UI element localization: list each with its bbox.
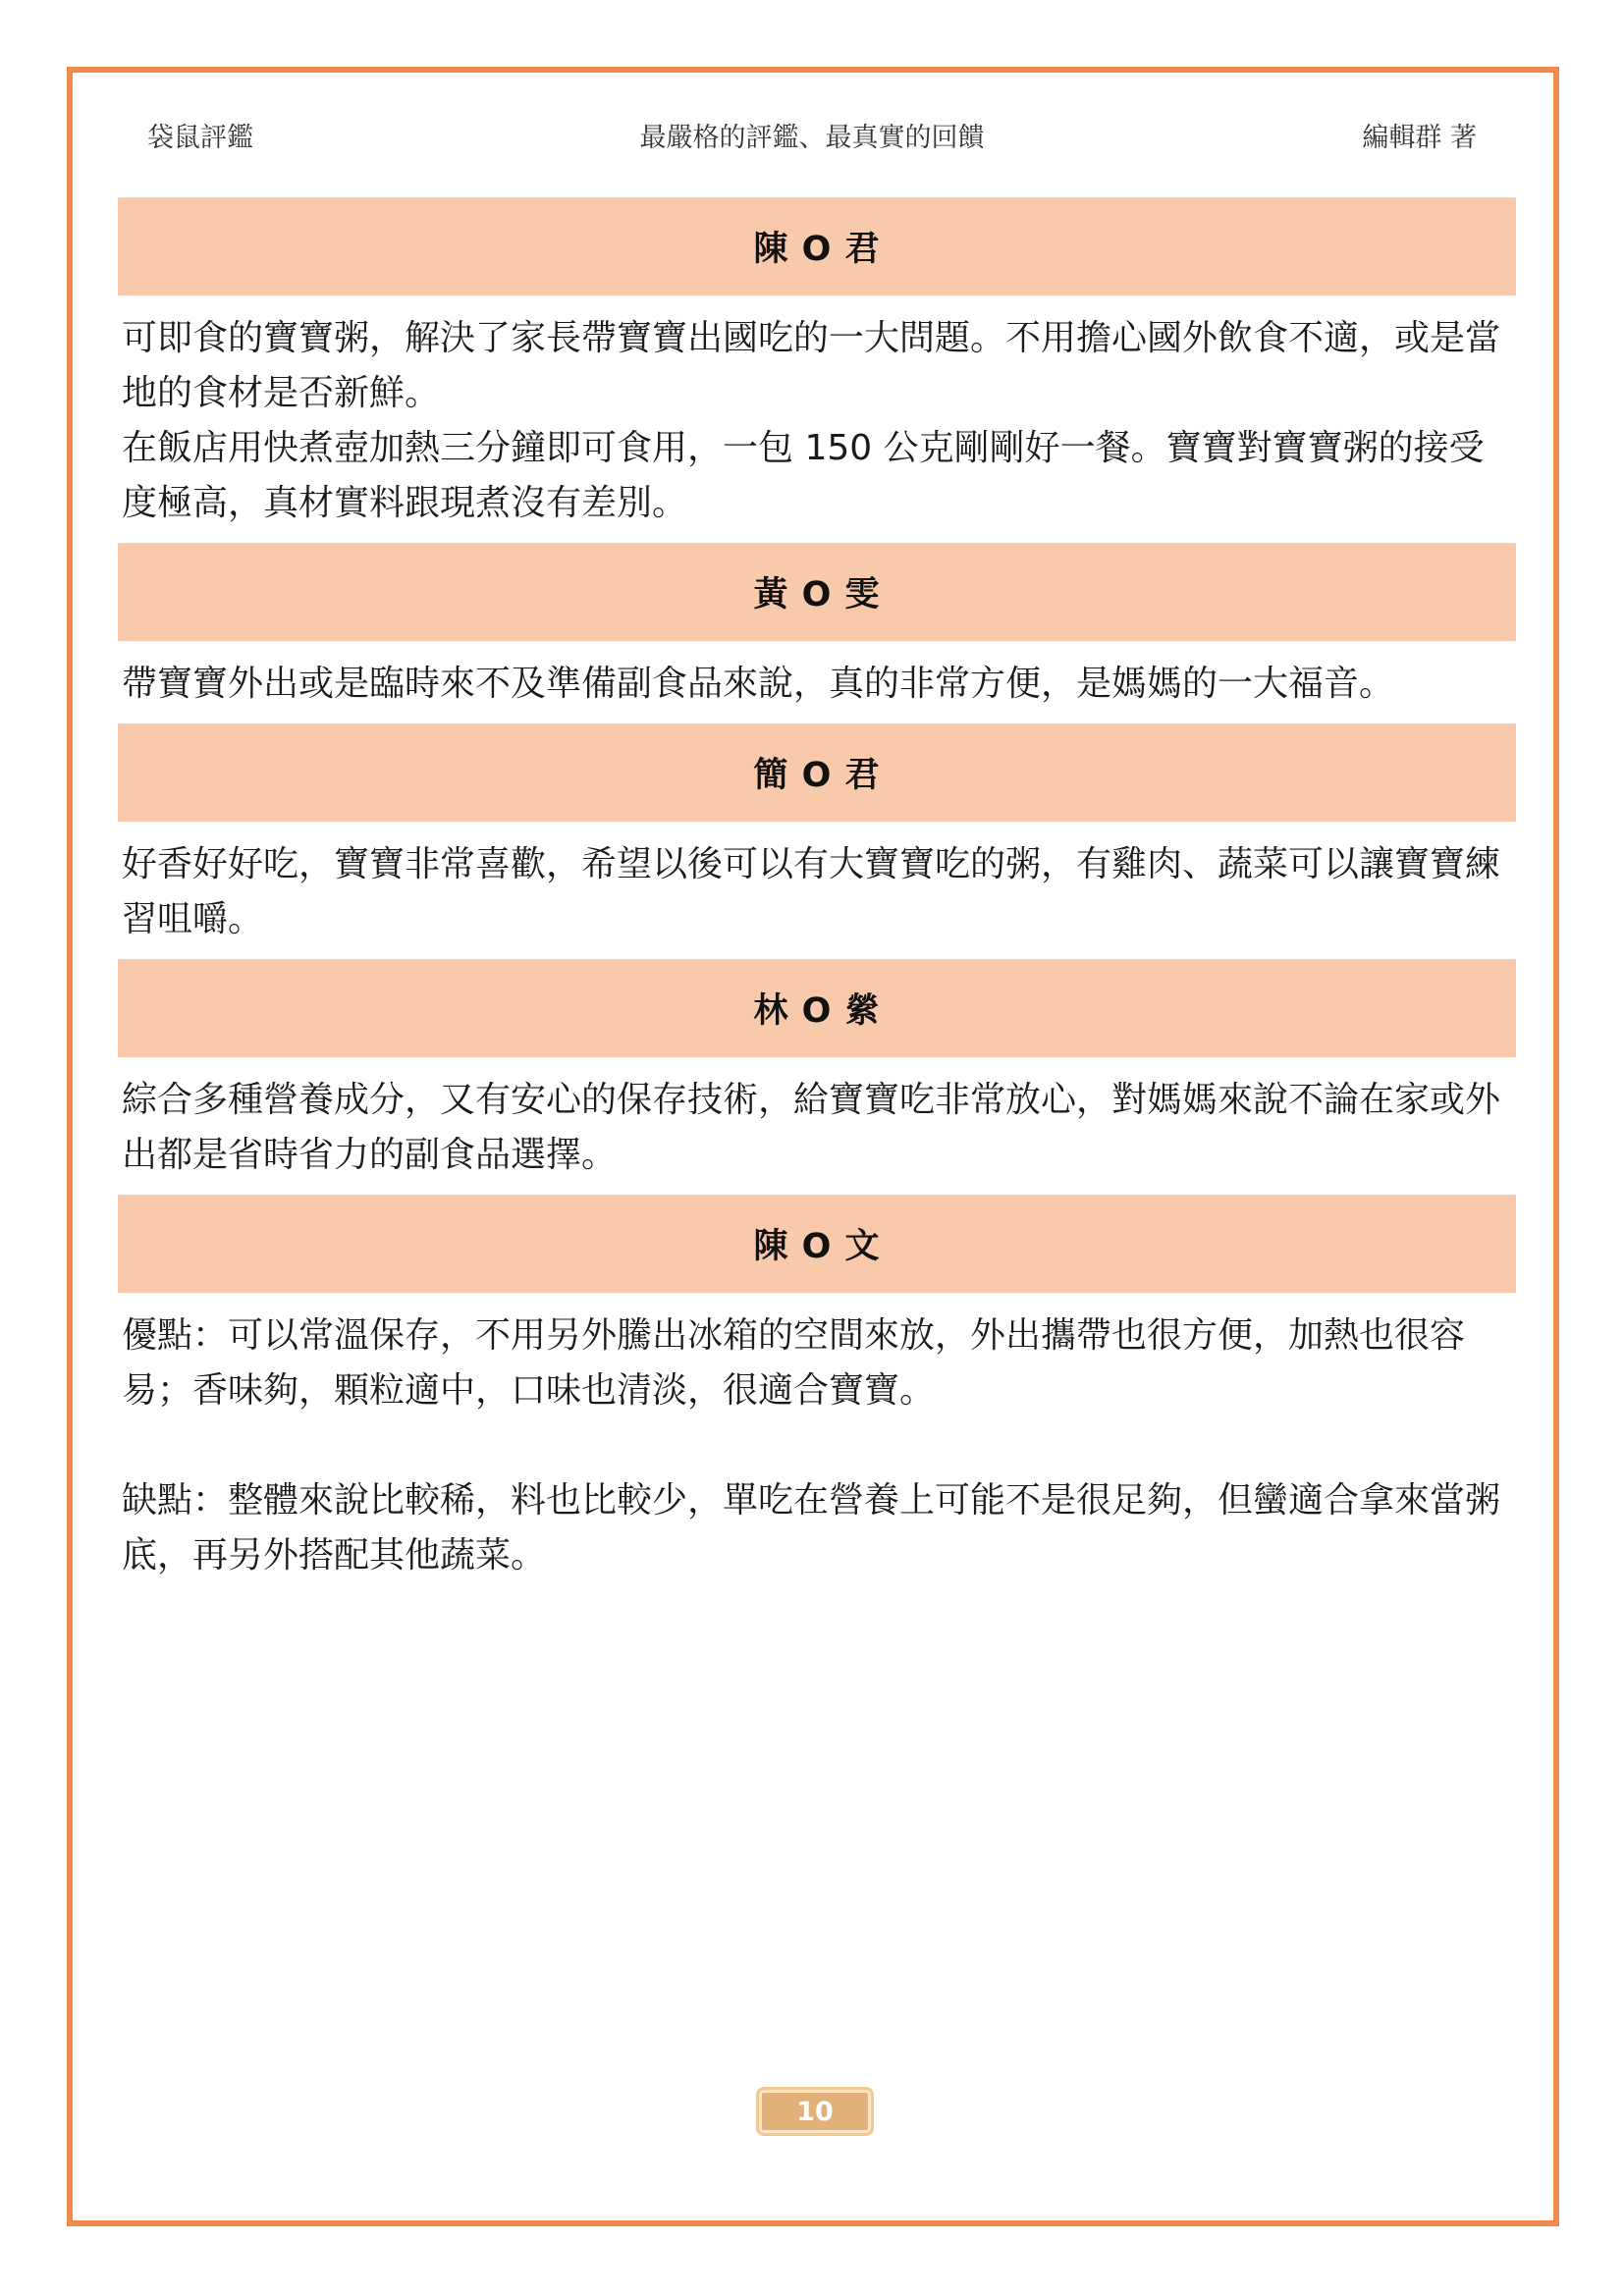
review-cons: 缺點：整體來說比較稀，料也比較少，單吃在營養上可能不是很足夠，但蠻適合拿來當粥底，再另外搭配其他蔬菜。 xyxy=(122,1480,1501,1575)
page-number-badge xyxy=(756,2087,874,2136)
review-pros: 優點：可以常溫保存，不用另外騰出冰箱的空間來放，外出攜帶也很方便，加熱也很容易；香味夠，顆粒適中，口味也清淡，很適合寶寶。 xyxy=(122,1315,1466,1411)
header-author: 編輯群 著 xyxy=(1362,123,1477,153)
page-header xyxy=(147,116,1477,155)
page-number: 10 xyxy=(796,2096,834,2127)
review-paragraph: 在飯店用快煮壺加熱三分鐘即可食用，一包 150 公克剛剛好一餐。寶寶對寶寶粥的接受度極高，真材實料跟現煮沒有差別。 xyxy=(122,428,1485,523)
review-text xyxy=(118,1293,1516,1595)
reviewer-name-bar xyxy=(118,723,1516,822)
reviewer-name: 簡 O 君 xyxy=(753,756,881,795)
review-paragraph: 綜合多種營養成分，又有安心的保存技術，給寶寶吃非常放心，對媽媽來說不論在家或外出都是省時省力的副食品選擇。 xyxy=(122,1080,1501,1175)
review-text xyxy=(118,295,1516,543)
review-paragraph: 好香好好吃，寶寶非常喜歡，希望以後可以有大寶寶吃的粥，有雞肉、蔬菜可以讓寶寶練習咀嚼。 xyxy=(122,844,1501,939)
reviewer-name-bar xyxy=(118,1195,1516,1293)
reviewer-name-bar xyxy=(118,197,1516,295)
reviewer-name-bar xyxy=(118,959,1516,1057)
reviewer-name: 林 O 縈 xyxy=(753,991,881,1031)
review-text xyxy=(118,641,1516,723)
header-slogan: 最嚴格的評鑑、最真實的回饋 xyxy=(639,123,985,153)
reviewer-name: 陳 O 文 xyxy=(753,1227,881,1266)
reviewer-name: 黃 O 雯 xyxy=(753,575,881,614)
reviews-list xyxy=(118,197,1516,1595)
review-text xyxy=(118,1057,1516,1195)
review-paragraph: 可即食的寶寶粥，解決了家長帶寶寶出國吃的一大問題。不用擔心國外飲食不適，或是當地的食材是否新鮮。 xyxy=(122,318,1501,413)
review-text xyxy=(118,822,1516,959)
header-publication: 袋鼠評鑑 xyxy=(147,123,253,153)
reviewer-name: 陳 O 君 xyxy=(753,230,881,269)
reviewer-name-bar xyxy=(118,543,1516,641)
review-paragraph: 帶寶寶外出或是臨時來不及準備副食品來說，真的非常方便，是媽媽的一大福音。 xyxy=(122,664,1395,704)
